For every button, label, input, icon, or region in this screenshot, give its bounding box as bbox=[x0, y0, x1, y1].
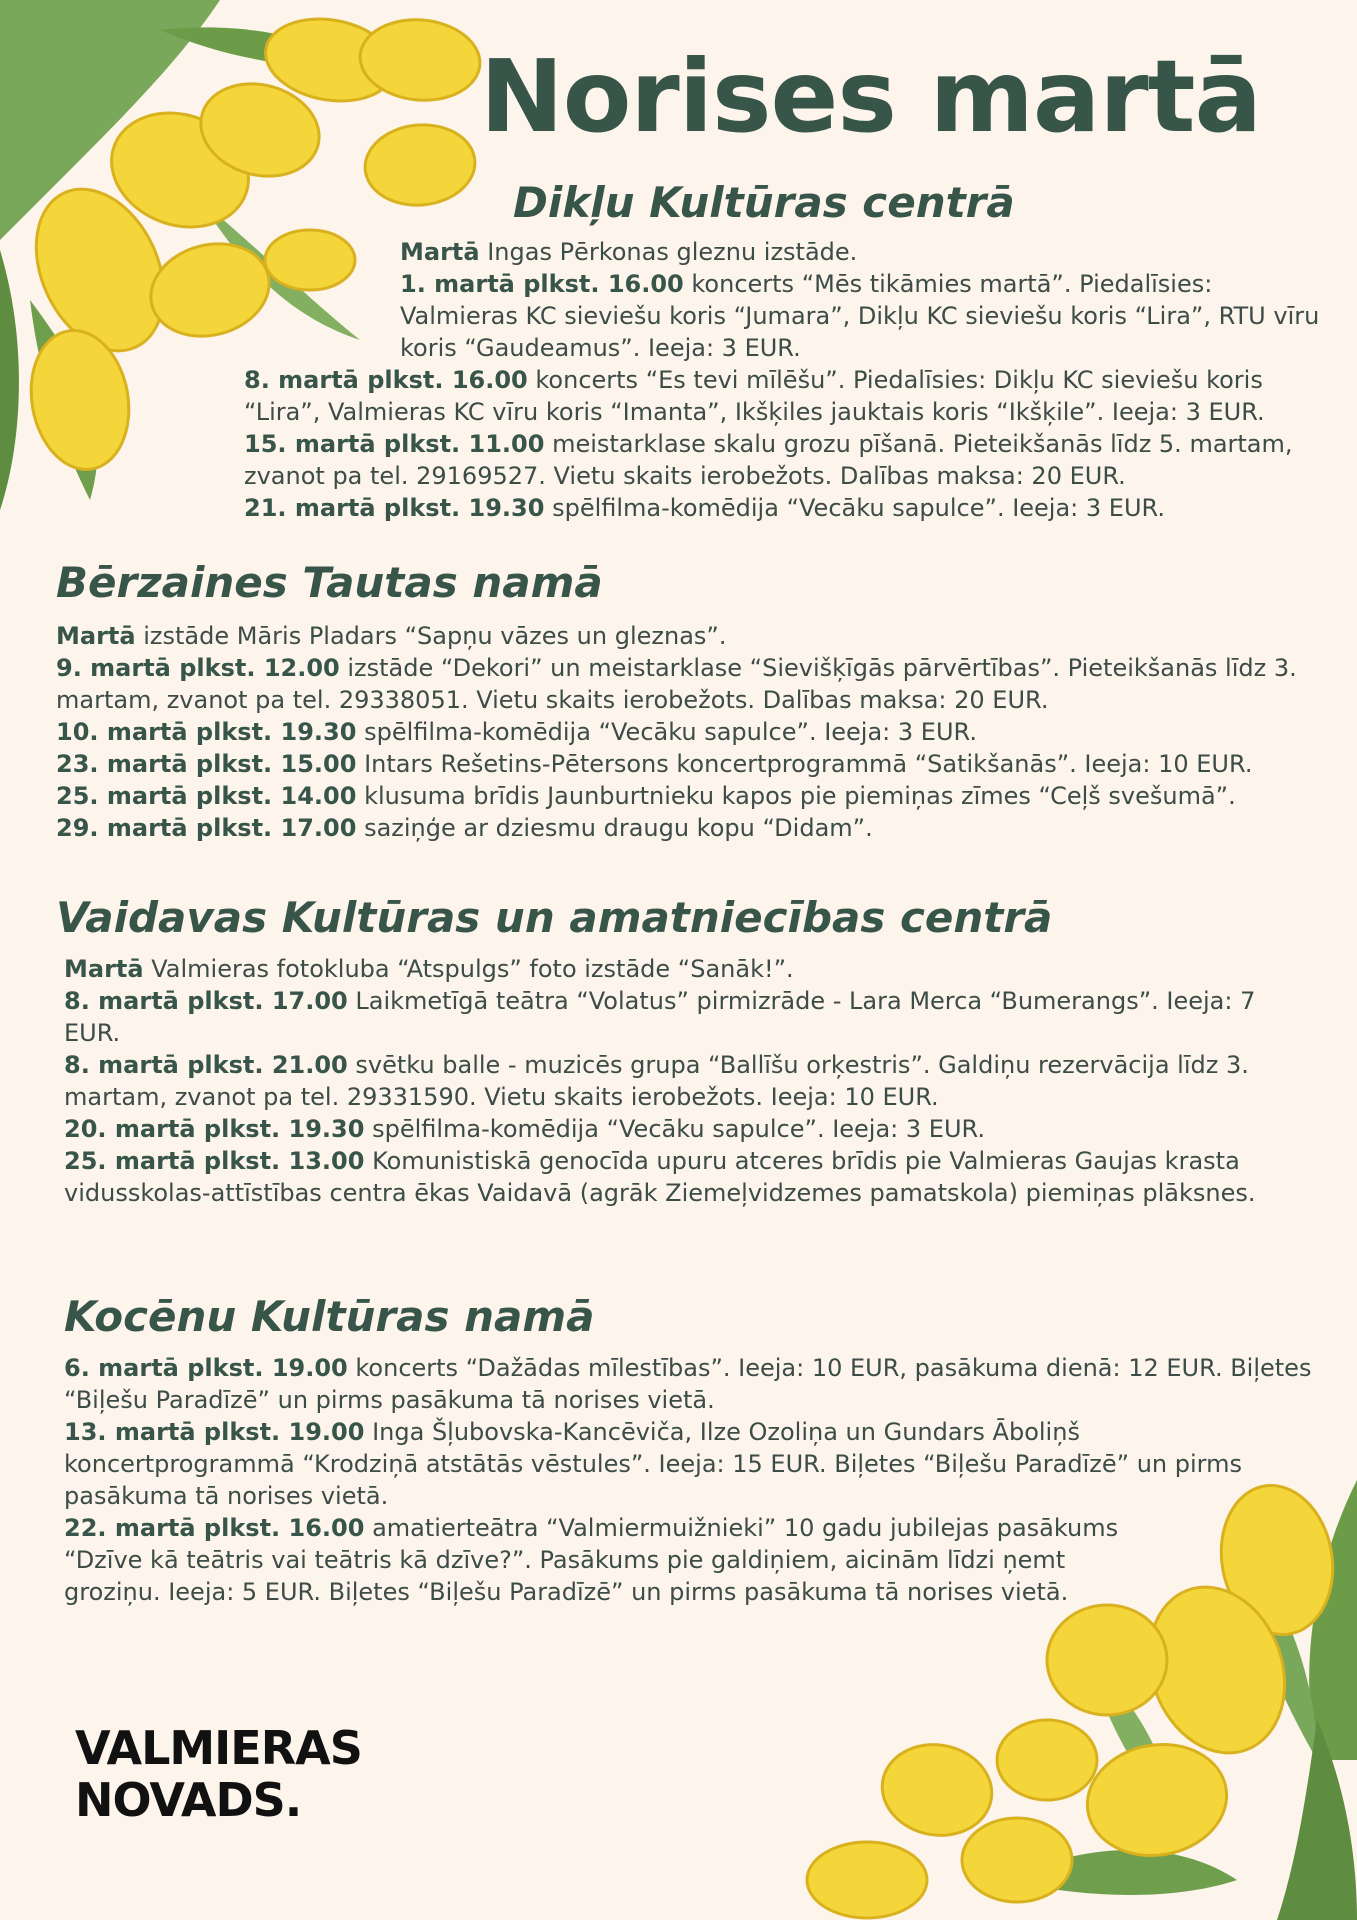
page-title: Norises martā bbox=[480, 38, 1261, 155]
event-text: Intars Rešetins-Pētersons koncertprogrammā “Satikšanās”. Ieeja: 10 EUR. bbox=[356, 750, 1253, 778]
event-text: Laikmetīgā teātra “Volatus” pirmizrāde - Lara Merca “Bumerangs”. Ieeja: 7 EUR. bbox=[64, 987, 1256, 1047]
event-date: 9. martā plkst. 12.00 bbox=[56, 654, 340, 682]
event-text: meistarklase skalu grozu pīšanā. Pieteikšanās līdz 5. martam, zvanot pa tel. 29169527. Vietu skaits ierobežots. Dalības maksa: 20 EUR. bbox=[244, 430, 1293, 490]
event-item bbox=[244, 236, 1324, 268]
section-heading-vaidava: Vaidavas Kultūras un amatniecības centrā bbox=[56, 893, 1053, 942]
event-item bbox=[244, 492, 1324, 524]
event-item bbox=[56, 812, 1316, 844]
event-item bbox=[64, 1416, 1314, 1512]
logo-line-2: NOVADS. bbox=[75, 1773, 302, 1827]
event-item bbox=[64, 1352, 1314, 1416]
valmieras-novads-logo bbox=[75, 1722, 362, 1826]
section-body-koceni bbox=[64, 1352, 1314, 1608]
logo-line-1: VALMIERAS bbox=[75, 1721, 362, 1775]
event-item bbox=[244, 428, 1324, 492]
event-item bbox=[64, 1512, 1164, 1608]
event-date: Martā bbox=[64, 955, 144, 983]
event-item bbox=[56, 716, 1316, 748]
section-body-vaidava bbox=[64, 953, 1304, 1209]
event-item bbox=[64, 1113, 1304, 1145]
event-item bbox=[244, 268, 1324, 364]
event-text: izstāde “Dekori” un meistarklase “Sievišķīgās pārvērtības”. Pieteikšanās līdz 3. martam, zvanot pa tel. 29338051. Vietu skaits ierobežots. Dalības maksa: 20 EUR. bbox=[56, 654, 1297, 714]
event-text: Valmieras fotokluba “Atspulgs” foto izstāde “Sanāk!”. bbox=[143, 955, 794, 983]
event-text: svētku balle - muzicēs grupa “Ballīšu orķestris”. Galdiņu rezervācija līdz 3. martam, zvanot pa tel. 29331590. Vietu skaits ierobežots. Ieeja: 10 EUR. bbox=[64, 1051, 1249, 1111]
event-text: Komunistiskā genocīda upuru atceres brīdis pie Valmieras Gaujas krasta vidusskolas-attīstības centra ēkas Vaidavā (agrāk Ziemeļvidzemes pamatskola) piemiņas plāksnes. bbox=[64, 1147, 1256, 1207]
section-heading-berzaine: Bērzaines Tautas namā bbox=[56, 558, 603, 607]
event-text: Ingas Pērkonas gleznu izstāde. bbox=[479, 238, 858, 266]
event-date: 8. martā plkst. 21.00 bbox=[64, 1051, 348, 1079]
event-item bbox=[64, 985, 1304, 1049]
event-date: 20. martā plkst. 19.30 bbox=[64, 1115, 365, 1143]
event-item bbox=[56, 652, 1316, 716]
section-heading-kocenI: Kocēnu Kultūras namā bbox=[64, 1292, 595, 1341]
event-item bbox=[64, 1145, 1304, 1209]
event-item bbox=[56, 780, 1316, 812]
event-text: koncerts “Mēs tikāmies martā”. Piedalīsies: Valmieras KC sieviešu koris “Jumara”, Dikļu KC sieviešu koris “Lira”, RTU vīru koris “Gaudeamus”. Ieeja: 3 EUR. bbox=[400, 270, 1320, 362]
event-text: koncerts “Dažādas mīlestības”. Ieeja: 10 EUR, pasākuma dienā: 12 EUR. Biļetes “Biļešu Paradīzē” un pirms pasākuma tā norises vietā. bbox=[64, 1354, 1312, 1414]
event-date: 8. martā plkst. 17.00 bbox=[64, 987, 348, 1015]
event-date: 1. martā plkst. 16.00 bbox=[400, 270, 684, 298]
event-date: 29. martā plkst. 17.00 bbox=[56, 814, 357, 842]
event-text: saziņģe ar dziesmu draugu kopu “Didam”. bbox=[356, 814, 873, 842]
event-date: 6. martā plkst. 19.00 bbox=[64, 1354, 348, 1382]
event-item bbox=[56, 620, 1316, 652]
event-item bbox=[64, 953, 1304, 985]
event-item bbox=[244, 364, 1324, 428]
event-date: 10. martā plkst. 19.30 bbox=[56, 718, 357, 746]
event-date: 21. martā plkst. 19.30 bbox=[244, 494, 545, 522]
event-date: 25. martā plkst. 13.00 bbox=[64, 1147, 365, 1175]
event-item bbox=[64, 1049, 1304, 1113]
section-body-berzaine bbox=[56, 620, 1316, 844]
event-text: koncerts “Es tevi mīlēšu”. Piedalīsies: Dikļu KC sieviešu koris “Lira”, Valmieras KC vīru koris “Imanta”, Ikšķiles jauktais koris “Ikšķile”. Ieeja: 3 EUR. bbox=[244, 366, 1265, 426]
event-text: spēlfilma-komēdija “Vecāku sapulce”. Ieeja: 3 EUR. bbox=[544, 494, 1165, 522]
event-text: spēlfilma-komēdija “Vecāku sapulce”. Ieeja: 3 EUR. bbox=[364, 1115, 985, 1143]
event-date: 8. martā plkst. 16.00 bbox=[244, 366, 528, 394]
section-body-dikli bbox=[244, 236, 1324, 524]
event-date: Martā bbox=[56, 622, 136, 650]
event-date: 23. martā plkst. 15.00 bbox=[56, 750, 357, 778]
event-date: 22. martā plkst. 16.00 bbox=[64, 1514, 365, 1542]
event-date: 25. martā plkst. 14.00 bbox=[56, 782, 357, 810]
event-item bbox=[56, 748, 1316, 780]
section-heading-dikli: Dikļu Kultūras centrā bbox=[513, 178, 1015, 227]
event-date: Martā bbox=[400, 238, 480, 266]
event-text: amatierteātra “Valmiermuižnieki” 10 gadu jubilejas pasākums “Dzīve kā teātris vai teātris kā dzīve?”. Pasākums pie galdiņiem, aicinām līdzi ņemt groziņu. Ieeja: 5 EUR. Biļetes “Biļešu Paradīzē” un pirms pasākuma tā norises vietā. bbox=[64, 1514, 1119, 1606]
event-text: izstāde Māris Pladars “Sapņu vāzes un gleznas”. bbox=[135, 622, 727, 650]
event-text: spēlfilma-komēdija “Vecāku sapulce”. Ieeja: 3 EUR. bbox=[356, 718, 977, 746]
event-date: 15. martā plkst. 11.00 bbox=[244, 430, 545, 458]
event-text: Inga Šļubovska-Kancēviča, Ilze Ozoliņa un Gundars Āboliņš koncertprogrammā “Krodziņā atstātās vēstules”. Ieeja: 15 EUR. Biļetes “Biļešu Paradīzē” un pirms pasākuma tā norises vietā. bbox=[64, 1418, 1242, 1510]
event-text: klusuma brīdis Jaunburtnieku kapos pie piemiņas zīmes “Ceļš svešumā”. bbox=[356, 782, 1236, 810]
event-date: 13. martā plkst. 19.00 bbox=[64, 1418, 365, 1446]
